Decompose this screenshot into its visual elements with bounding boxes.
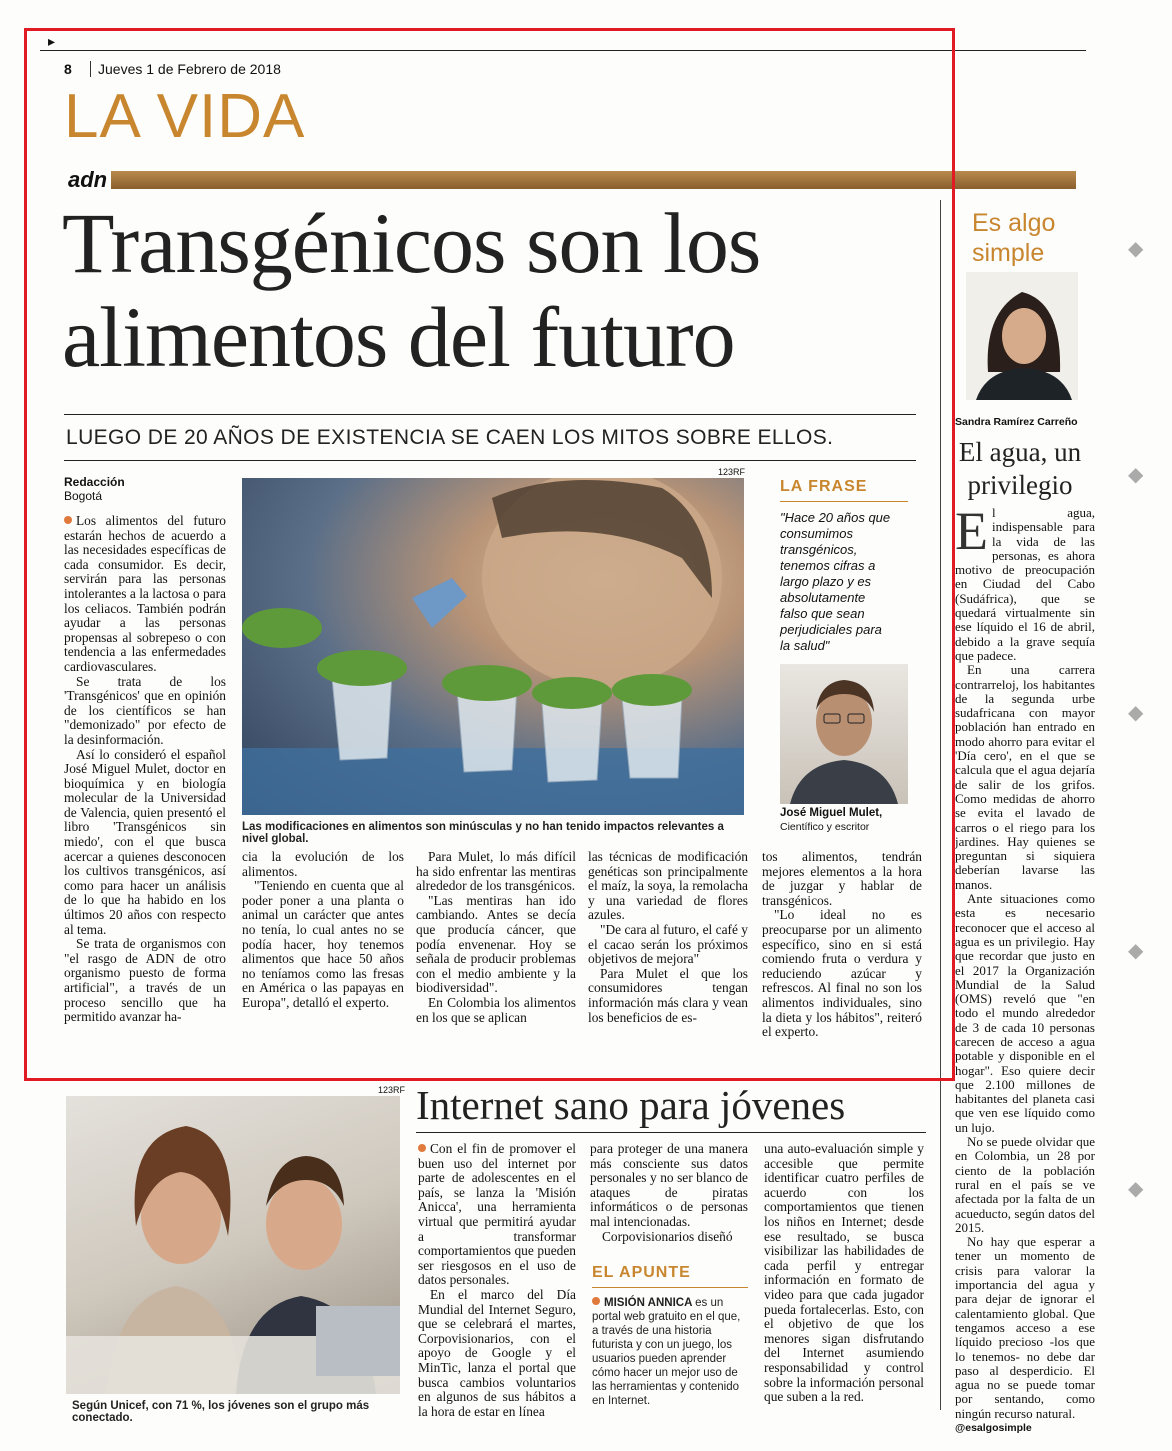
main-col1-p3: Así lo consideró el español José Miguel Mulet, doctor en bioquímica y en biología molecular de la Universidad de Valencia, quien presentó el libro 'Transgénicos sin miedo', con el que busca acercar a quienes desconocen los cultivos transgénicos, así como para hacer un análisis de lo que ha habido en los últimos 20 años con respecto al tema. [64, 746, 226, 937]
margin-mark: ▸ [48, 35, 56, 50]
main-col5-p2: "Lo ideal no es preocuparse por un alimento específico, sino en si está comiendo fruta o verdura y reduciendo azúcar y refrescos. Al final no son los alimentos individuales, sino la dieta y los hábitos", reiteró el experto. [762, 907, 922, 1040]
main-col1-p1: Los alimentos del futuro estarán hechos de acuerdo a las necesidades específicas de cada consumidor. Es decir, servirán para las personas intolerantes a la lactosa o para los celiacos. También podrán ayudar a las personas propensas al sobrepeso o con tendencia a las enfermedades cardiovasculares. [64, 513, 226, 674]
second-column-3 [764, 1142, 924, 1405]
photo-credit: 123RF [718, 467, 746, 477]
second-photo-caption: Según Unicef, con 71 %, los jóvenes son el grupo más conectado. [72, 1400, 370, 1424]
second-col1-p1: Con el fin de promover el buen uso del internet por parte de adolescentes en el país, se lanza la 'Misión Anicca', una herramienta virtual que permitirá ayudar a transformar comportamientos que pueden ser riesgosos en el uso de datos personales. [418, 1141, 576, 1288]
margin-diamond-icon: ◆ [1128, 702, 1144, 724]
drop-cap: E [955, 501, 988, 561]
second-col2-p1: para proteger de una manera más consciente sus datos personales y no ser blanco de ataques de piratas informáticos o de personas mal intencionadas. [590, 1141, 748, 1229]
main-col5-p1: tos alimentos, tendrán mejores elementos a la hora de juzgar y hablar de transgénicos. [762, 849, 922, 908]
sidebar-tag-line-2: simple [972, 239, 1045, 267]
second-col1-p2: En el marco del Día Mundial del Internet Seguro, que se celebrará el martes, Corpovisionarios, con el apoyo de Google y el MinTic, lanza el portal que busca cambios voluntarios en algunos de sus hábitos a la hora de estar en línea [418, 1286, 576, 1419]
brand-bar-right [948, 171, 1076, 189]
second-column-2 [590, 1142, 748, 1244]
second-col3-p1: una auto-evaluación simple y accesible que permite identificar cuatro perfiles de acuerdo con los comportamientos que tienen los niños en Internet; desde ese resultado, se busca visibilizar las habilidades de cada perfil y entregar información en formato de video para que cada jugador pueda fortalecerlas. Esto, con el objetivo de que los menores sigan disfrutando del Internet asumiendo responsabilidad y control sobre la información personal que suben a la red. [764, 1141, 924, 1405]
quote-author: José Miguel Mulet, [780, 807, 883, 819]
note-text: es un portal web gratuito en el que, a través de una historia futurista y con un juego, los usuarios pueden aprender cómo hacer un mejor uso de las herramientas y contenido en Internet. [592, 1297, 741, 1407]
columnist-handle: @esalgosimple [955, 1422, 1032, 1434]
main-col3-p1: Para Mulet, lo más difícil ha sido enfrentar las mentiras alrededor de los transgénicos. [416, 849, 576, 894]
main-col3-p2: "Las mentiras han ido cambiando. Antes se decía que producía cáncer, que podía envenenar. Hoy se señala de producir problemas con el medio ambiente y la biodiversidad". [416, 892, 576, 996]
quote-author-role: Científico y escritor [780, 821, 870, 833]
columnist-portrait [966, 272, 1078, 400]
margin-diamond-icon: ◆ [1128, 238, 1144, 260]
second-headline: Internet sano para jóvenes [416, 1082, 846, 1128]
byline: Redacción [64, 475, 125, 489]
sidebar-p2: En una carrera contrarreloj, los habitantes de la segunda urbe sudafricana con mayor población han entrado en modo ahorro para evitar el 'Día cero', en el que se calcula que el agua dejaría de salir de los grifos. Como medidas de ahorro se evita el lavado de carros o el riego para los jardines. Hay quienes se preguntan si siquiera deberían lavarse las manos. [955, 662, 1095, 892]
second-photo-credit: 123RF [378, 1085, 406, 1095]
quote-text: "Hace 20 años que consumimos transgénicos, tenemos cifras a largo plazo y es absolutamente falso que sean perjudiciales para la salud" [780, 510, 891, 653]
adn-logo: adn [64, 168, 111, 192]
margin-diamond-icon: ◆ [1128, 1178, 1144, 1200]
sidebar-p1: l agua, indispensable para la vida de las personas, es ahora motivo de preocupación en Ciudad del Cabo (Sudáfrica), que se quedará virtualmente sin ese líquido el 16 de abril, debido a la grave sequía que padece. [955, 505, 1095, 663]
note-tag: EL APUNTE [592, 1264, 691, 1281]
main-col2-p2: "Teniendo en cuenta que al poder poner a una planta o animal un carácter que antes no tenía, lo cual antes no se podía hacer, hoy tenemos alimentos que hace 50 años no teníamos como las fresas en América o las papayas en Europa", detalló el experto. [242, 878, 404, 1010]
margin-diamond-icon: ◆ [1128, 464, 1144, 486]
bullet-icon [592, 1297, 600, 1305]
main-col4-p1: las técnicas de modificación genéticas son principalmente el maíz, la soya, la remolacha y una variedad de flores azules. [588, 849, 748, 923]
subhead: LUEGO DE 20 AÑOS DE EXISTENCIA SE CAEN LOS MITOS SOBRE ELLOS. [66, 426, 834, 449]
note-box [592, 1296, 748, 1408]
second-column-1 [418, 1142, 576, 1419]
sidebar-tag [972, 208, 1055, 268]
sidebar-p3: Ante situaciones como esta es necesario reconocer que el acceso al agua es un privilegio. Hay que recordar que justo en el 2017 la Organización Mundial de la Salud (OMS) reveló que "en todo el mundo alrededor de 3 de cada 10 personas carecen de acceso a agua potable y disponible en el hogar". Eso quiere decir que 2.100 millones de habitantes del planeta casi que ven ese líquido como un lujo. [955, 891, 1095, 1135]
main-col1-p2: Se trata de los 'Transgénicos' que en opinión de los científicos se han "demonizado" por efecto de la desinformación. [64, 673, 226, 747]
byline-location: Bogotá [64, 489, 103, 503]
margin-diamond-icon: ◆ [1128, 940, 1144, 962]
page-number: 8 [64, 61, 72, 77]
second-col2-p2: Corpovisionarios diseñó [602, 1228, 733, 1244]
main-col4-p3: Para Mulet el que los consumidores tengan información más clara y vean los beneficios de es- [588, 965, 748, 1025]
main-col3-p3: En Colombia los alimentos en los que se aplican [416, 994, 576, 1025]
main-photo-caption: Las modificaciones en alimentos son minúsculas y no han tenido impactos relevantes a nivel global. [242, 821, 724, 845]
sidebar-tag-line-1: Es algo [972, 209, 1056, 237]
second-photo [66, 1096, 400, 1394]
quote-tag: LA FRASE [780, 478, 868, 495]
young-people-illustration [66, 1096, 400, 1394]
sidebar-headline: El agua, un privilegio [958, 437, 1082, 500]
note-rule [592, 1287, 748, 1288]
main-col1-p4: Se trata de organismos con "el rasgo de ADN de otro organismo puesto de forma artificial", a través de un proceso sencillo que ha permitido avanzar ha- [64, 936, 226, 1025]
second-headline-rule [416, 1132, 926, 1133]
woman-portrait-illustration [966, 272, 1078, 400]
headline-line-1: Transgénicos son los [62, 195, 761, 291]
main-col2-p1: cia la evolución de los alimentos. [242, 849, 404, 879]
headline-line-2: alimentos del futuro [62, 289, 735, 385]
columnist-name: Sandra Ramírez Carreño [955, 416, 1078, 428]
section-title: LA VIDA [64, 82, 306, 151]
note-lead: MISIÓN ANNICA [604, 1297, 692, 1309]
main-col4-p2: "De cara al futuro, el café y el cacao serán los próximos objetivos de mejora" [588, 921, 748, 967]
sidebar-p5: No hay que esperar a tener un momento de crisis para valorar la importancia del agua y para dejar de ignorar el calentamiento global. Que tengamos acceso a ese líquido precioso -los que lo tenemos- no debe dar paso al desperdicio. El agua no se puede tomar por sentando, como ningún recurso natural. [955, 1234, 1095, 1421]
sidebar-p4: No se puede olvidar que en Colombia, un 28 por ciento de la población rural en el país se ve afectada por la falta de un acueducto, según datos del 2015. [955, 1134, 1095, 1235]
issue-date: Jueves 1 de Febrero de 2018 [98, 61, 281, 77]
highlight-frame [24, 28, 955, 1081]
sidebar-column [955, 501, 1095, 1435]
bullet-icon [418, 1144, 426, 1152]
